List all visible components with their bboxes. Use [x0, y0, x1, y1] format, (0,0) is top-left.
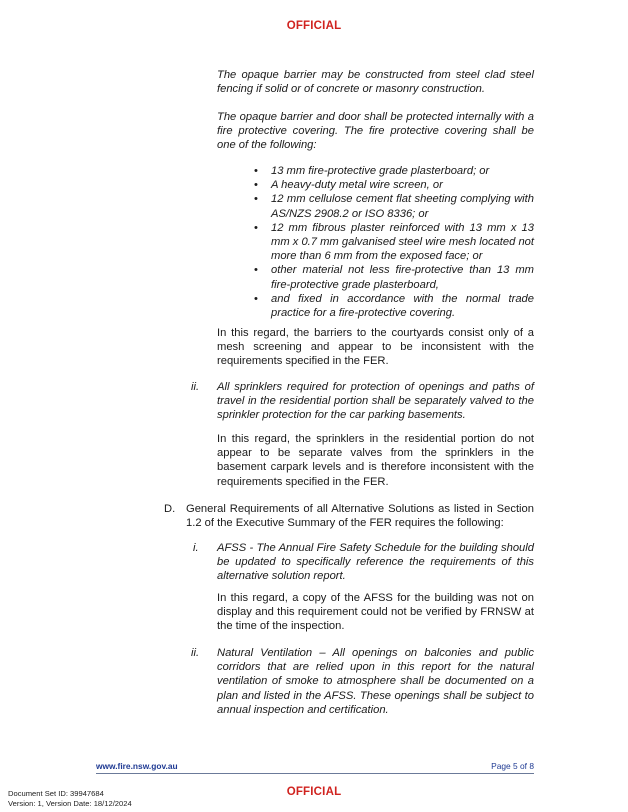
document-set-id: Document Set ID: 39947684 [8, 789, 104, 798]
header-classification: OFFICIAL [286, 20, 342, 32]
list-item: • and fixed in accordance with the normal trade practice for a fire-protective covering. [254, 292, 534, 320]
list-item: • 13 mm fire-protective grade plasterboard; or [254, 165, 490, 177]
footer-divider [96, 773, 534, 774]
paragraph-regard-sprinklers: In this regard, the sprinklers in the residential portion do not appear to be separate valves from the sprinklers in the basement carpark levels and is therefore inconsistent with the requirements specified in the FER. [217, 433, 534, 488]
item-ii-text: All sprinklers required for protection of openings and paths of travel in the residential portion shall be separately valved to the sprinkler protection for the car parking basements. [217, 381, 534, 422]
item-d-i-text: AFSS - The Annual Fire Safety Schedule for the building should be updated to specifically reference the requirements of this alternative solution report. [217, 542, 534, 583]
list-item: • A heavy-duty metal wire screen, or [254, 179, 443, 192]
document-version: Version: 1, Version Date: 18/12/2024 [8, 799, 132, 808]
paragraph-fire-protective-covering: The opaque barrier and door shall be protected internally with a fire protective covering. The fire protective covering shall be one of the following: [217, 111, 534, 152]
section-d-text: General Requirements of all Alternative Solutions as listed in Section 1.2 of the Executive Summary of the FER requires the following: [186, 503, 534, 530]
bullet-icon: • [254, 193, 258, 206]
list-item: • other material not less fire-protective than 13 mm fire-protective grade plasterboard, [254, 264, 534, 291]
bullet-icon: • [254, 292, 258, 305]
bullet-icon: • [254, 179, 258, 192]
list-item: • 12 mm cellulose cement flat sheeting complying with AS/NZS 2908.2 or ISO 8336; or [254, 193, 534, 220]
bullet-icon: • [254, 264, 258, 277]
paragraph-regard-afss: In this regard, a copy of the AFSS for the building was not on display and this requirement could not be verified by FRNSW at the time of the inspection. [217, 592, 534, 633]
bullet-icon: • [254, 221, 258, 234]
footer-page-number: Page 5 of 8 [491, 761, 534, 771]
item-d-ii-number: ii. [191, 647, 200, 659]
item-d-i-number: i. [193, 542, 199, 554]
bullet-icon: • [254, 165, 258, 177]
section-d-letter: D. [164, 503, 176, 515]
footer-classification: OFFICIAL [286, 786, 342, 798]
list-item: • 12 mm fibrous plaster reinforced with 13 mm x 13 mm x 0.7 mm galvanised steel wire mesh located not more than 6 mm from the exposed face; or [254, 221, 535, 263]
paragraph-opaque-barrier: The opaque barrier may be constructed from steel clad steel fencing if solid or of concrete or masonry construction. [217, 69, 534, 96]
paragraph-regard-barriers: In this regard, the barriers to the courtyards consist only of a mesh screening and appear to be inconsistent with the requirements specified in the FER. [217, 327, 534, 368]
footer-website-link[interactable]: www.fire.nsw.gov.au [96, 761, 178, 771]
item-d-ii-text: Natural Ventilation – All openings on balconies and public corridors that are relied upon in this report for the natural ventilation of smoke to atmosphere shall be documented on a plan and listed in the AFSS. These openings shall be subject to annual inspection and certification. [217, 647, 534, 716]
fire-protective-options-list [254, 164, 534, 320]
item-ii-number: ii. [191, 381, 200, 393]
